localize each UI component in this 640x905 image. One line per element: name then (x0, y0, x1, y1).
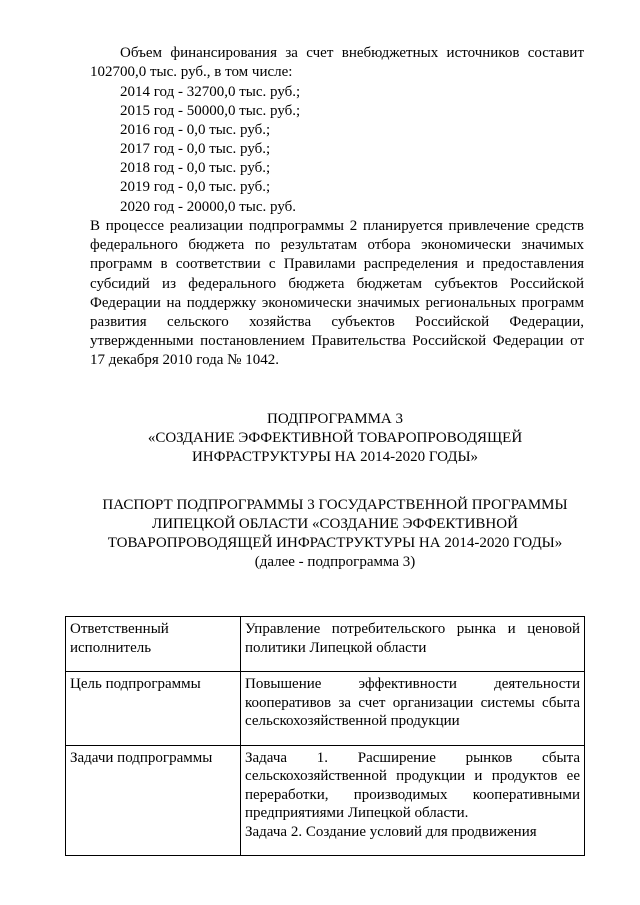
heading-line: ИНФРАСТРУКТУРЫ НА 2014-2020 ГОДЫ» (191, 449, 479, 465)
heading-line: ЛИПЕЦКОЙ ОБЛАСТИ «СОЗДАНИЕ ЭФФЕКТИВНОЙ (152, 516, 518, 532)
table-cell-value: Повышение эффективности деятельности кооперативов за счет организации системы сбыта сельскохозяйственной продукции (241, 672, 585, 746)
financing-intro: Объем финансирования за счет внебюджетных источников составит 102700,0 тыс. руб., в том числе: (90, 45, 584, 81)
list-item: 2019 год - 0,0 тыс. руб.; (120, 179, 271, 196)
task-1-text: Задача 1. Расширение рынков сбыта сельскохозяйственной продукции и продуктов ее переработки, производимых кооперативными предприятиями Липецкой области. (245, 749, 580, 821)
federal-budget-paragraph: В процессе реализации подпрограммы 2 планируется привлечение средств федерального бюджета по результатам отбора экономически значимых программ в соответствии с Правилами распределения и предоставления субсидий из федерального бюджета бюджетам субъектов Российской Федерации на поддержку экономически значимых региональных программ развития сельского хозяйства субъектов Российской Федерации, утвержденными постановлением Правительства Российской Федерации от 17 декабря 2010 года № 1042. (90, 218, 584, 369)
table-row (66, 617, 585, 672)
table-cell-label: Цель подпрограммы (66, 672, 241, 746)
list-item: 2018 год - 0,0 тыс. руб.; (120, 160, 271, 177)
table-cell-value: Управление потребительского рынка и ценовой политики Липецкой области (241, 617, 585, 672)
list-item: 2017 год - 0,0 тыс. руб.; (120, 141, 271, 158)
table-cell-label: Задачи подпрограммы (66, 745, 241, 856)
financing-years-list (120, 83, 300, 217)
table-cell-value (241, 745, 585, 856)
list-item: 2014 год - 32700,0 тыс. руб.; (120, 84, 301, 100)
passport-table (65, 616, 585, 856)
heading-line: ПОДПРОГРАММА 3 (266, 411, 404, 427)
subprogram-heading (60, 410, 610, 467)
task-2-text: Задача 2. Создание условий для продвижения (245, 823, 537, 840)
table-row (66, 672, 585, 746)
table-cell-label: Ответственный исполнитель (66, 617, 241, 672)
list-item: 2020 год - 20000,0 тыс. руб. (120, 198, 297, 215)
heading-line: «СОЗДАНИЕ ЭФФЕКТИВНОЙ ТОВАРОПРОВОДЯЩЕЙ (147, 430, 523, 446)
passport-heading (60, 496, 610, 572)
heading-subline: (далее - подпрограмма 3) (254, 554, 416, 570)
heading-line: ТОВАРОПРОВОДЯЩЕЙ ИНФРАСТРУКТУРЫ НА 2014-2020 ГОДЫ» (107, 535, 563, 551)
table-row (66, 745, 585, 856)
heading-line: ПАСПОРТ ПОДПРОГРАММЫ 3 ГОСУДАРСТВЕННОЙ ПРОГРАММЫ (102, 497, 568, 513)
list-item: 2016 год - 0,0 тыс. руб.; (120, 122, 271, 139)
list-item: 2015 год - 50000,0 тыс. руб.; (120, 103, 301, 120)
